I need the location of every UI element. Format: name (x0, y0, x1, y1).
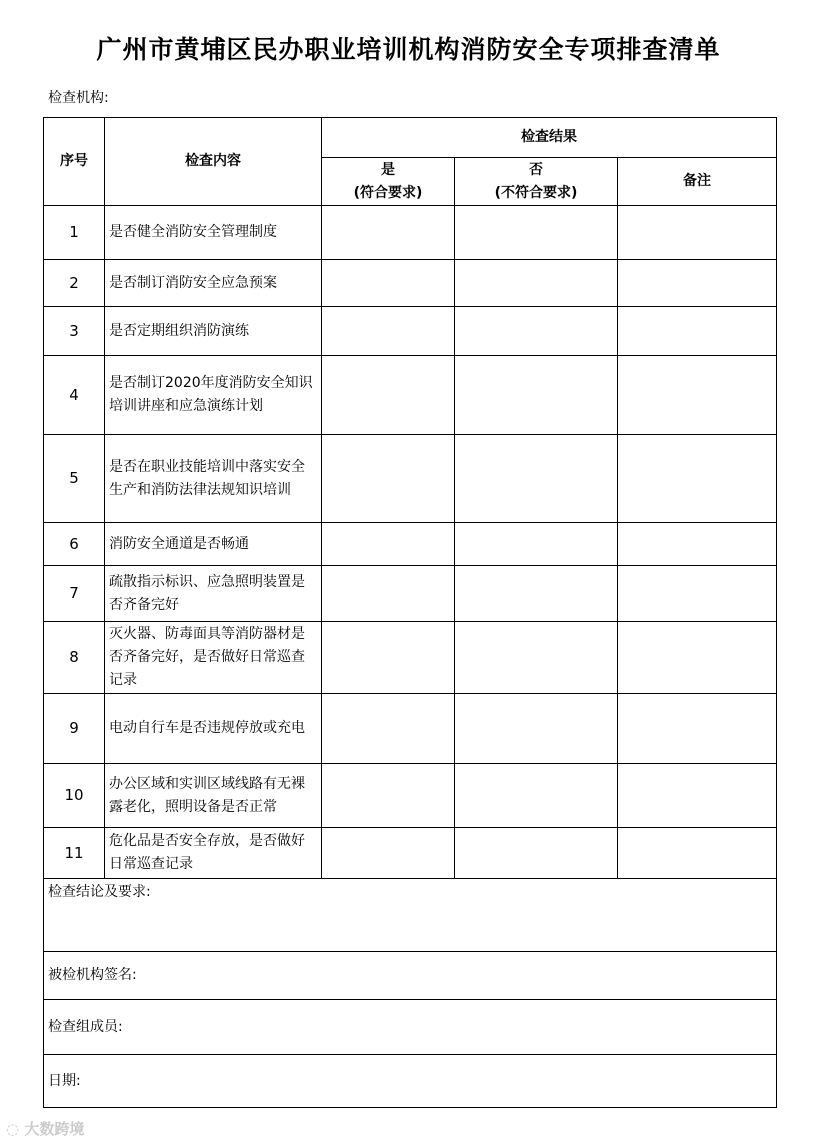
row-number: 10 (44, 764, 105, 828)
no-cell[interactable] (455, 356, 618, 435)
watermark-text: 大数跨境 (24, 1120, 85, 1138)
header-content: 检查内容 (105, 118, 322, 206)
table-row (44, 523, 777, 566)
conclusion-field[interactable] (44, 879, 777, 952)
header-no-line2: (不符合要求) (494, 184, 578, 201)
yes-cell[interactable] (322, 694, 455, 764)
yes-cell[interactable] (322, 523, 455, 566)
yes-cell[interactable] (322, 206, 455, 260)
yes-cell[interactable] (322, 622, 455, 694)
remark-cell[interactable] (618, 622, 777, 694)
no-cell[interactable] (455, 206, 618, 260)
date-field[interactable] (44, 1055, 777, 1108)
signature-field[interactable] (44, 952, 777, 1000)
row-number: 7 (44, 566, 105, 622)
yes-cell[interactable] (322, 566, 455, 622)
conclusion-row (44, 879, 777, 952)
table-row (44, 694, 777, 764)
remark-cell[interactable] (618, 435, 777, 523)
yes-cell[interactable] (322, 260, 455, 307)
header-yes-line2: (符合要求) (353, 184, 423, 201)
row-content: 是否健全消防安全管理制度 (105, 206, 322, 260)
remark-cell[interactable] (618, 828, 777, 879)
header-no (455, 158, 618, 206)
row-number: 3 (44, 307, 105, 356)
members-row (44, 1000, 777, 1055)
row-content: 是否制订2020年度消防安全知识培训讲座和应急演练计划 (105, 356, 322, 435)
yes-cell[interactable] (322, 828, 455, 879)
date-label: 日期: (48, 1072, 81, 1089)
signature-row (44, 952, 777, 1000)
members-label: 检查组成员: (48, 1018, 123, 1035)
row-content: 消防安全通道是否畅通 (105, 523, 322, 566)
remark-cell[interactable] (618, 356, 777, 435)
row-content: 危化品是否安全存放，是否做好日常巡查记录 (105, 828, 322, 879)
table-row (44, 622, 777, 694)
remark-cell[interactable] (618, 694, 777, 764)
header-yes-line1: 是 (381, 161, 395, 178)
yes-cell[interactable] (322, 435, 455, 523)
row-number: 8 (44, 622, 105, 694)
yes-cell[interactable] (322, 307, 455, 356)
row-content: 是否制订消防安全应急预案 (105, 260, 322, 307)
yes-cell[interactable] (322, 764, 455, 828)
no-cell[interactable] (455, 828, 618, 879)
table-row (44, 764, 777, 828)
table-row (44, 828, 777, 879)
watermark-icon: ◌ (6, 1120, 20, 1138)
row-number: 1 (44, 206, 105, 260)
signature-label: 被检机构签名: (48, 967, 137, 983)
table-row (44, 435, 777, 523)
no-cell[interactable] (455, 566, 618, 622)
row-number: 11 (44, 828, 105, 879)
row-content: 办公区域和实训区域线路有无裸露老化，照明设备是否正常 (105, 764, 322, 828)
no-cell[interactable] (455, 523, 618, 566)
row-number: 5 (44, 435, 105, 523)
row-content: 电动自行车是否违规停放或充电 (105, 694, 322, 764)
no-cell[interactable] (455, 435, 618, 523)
no-cell[interactable] (455, 764, 618, 828)
conclusion-label: 检查结论及要求: (48, 884, 151, 900)
remark-cell[interactable] (618, 764, 777, 828)
header-seq: 序号 (44, 118, 105, 206)
remark-cell[interactable] (618, 307, 777, 356)
no-cell[interactable] (455, 694, 618, 764)
document-title: 广州市黄埔区民办职业培训机构消防安全专项排查清单 (96, 35, 721, 64)
remark-cell[interactable] (618, 566, 777, 622)
remark-cell[interactable] (618, 523, 777, 566)
table-row (44, 206, 777, 260)
header-result: 检查结果 (322, 118, 777, 158)
header-row-1 (44, 118, 777, 158)
no-cell[interactable] (455, 622, 618, 694)
row-content: 疏散指示标识、应急照明装置是否齐备完好 (105, 566, 322, 622)
date-row (44, 1055, 777, 1108)
table-row (44, 356, 777, 435)
inspect-org-label: 检查机构: (48, 90, 109, 106)
yes-cell[interactable] (322, 356, 455, 435)
row-number: 4 (44, 356, 105, 435)
no-cell[interactable] (455, 260, 618, 307)
remark-cell[interactable] (618, 260, 777, 307)
header-no-line1: 否 (529, 161, 543, 178)
no-cell[interactable] (455, 307, 618, 356)
members-field[interactable] (44, 1000, 777, 1055)
remark-cell[interactable] (618, 206, 777, 260)
table-row (44, 260, 777, 307)
table-row (44, 307, 777, 356)
row-number: 6 (44, 523, 105, 566)
row-content: 是否在职业技能培训中落实安全生产和消防法律法规知识培训 (105, 435, 322, 523)
row-content: 是否定期组织消防演练 (105, 307, 322, 356)
watermark (6, 1118, 84, 1139)
table-row (44, 566, 777, 622)
row-number: 9 (44, 694, 105, 764)
row-content: 灭火器、防毒面具等消防器材是否齐备完好，是否做好日常巡查记录 (105, 622, 322, 694)
row-number: 2 (44, 260, 105, 307)
header-yes (322, 158, 455, 206)
header-remark: 备注 (618, 158, 777, 206)
inspection-table (43, 117, 777, 1108)
